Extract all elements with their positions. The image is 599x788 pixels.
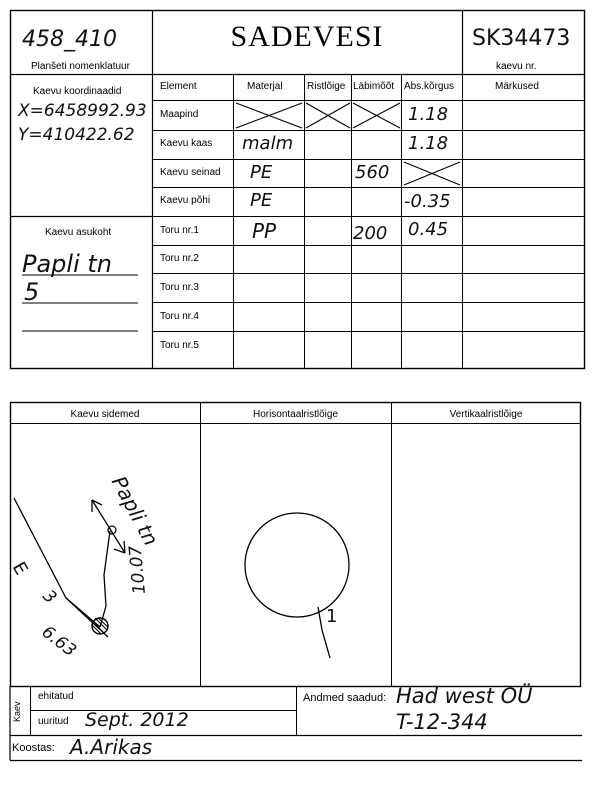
data-source-label: Andmed saadud:	[303, 692, 387, 704]
pipe1-diameter: 200	[353, 223, 388, 244]
pipe1-material: PP	[252, 219, 277, 243]
walls-diameter: 560	[355, 162, 390, 183]
header-abs-height: Abs.kõrgus	[404, 81, 455, 92]
sketch-label-e: E	[7, 558, 32, 579]
row-label: Toru nr.4	[160, 311, 199, 322]
kaev-label: Kaev	[12, 701, 22, 722]
pipe-number: 1	[326, 606, 338, 627]
sketch-side-distance: 6.63	[37, 622, 80, 662]
surveyed-date: Sept. 2012	[85, 709, 189, 731]
row-label: Kaevu seinad	[160, 167, 221, 178]
row-label: Toru nr.3	[160, 282, 199, 293]
lid-material: malm	[242, 133, 294, 154]
location-number: 5	[24, 278, 40, 306]
built-label: ehitatud	[38, 691, 74, 702]
sheet-number: 458_410	[22, 27, 117, 52]
header-cross-section: Ristlõige	[307, 81, 346, 92]
header-diameter: Läbimõõt	[353, 81, 395, 92]
header-material: Materjal	[247, 81, 283, 92]
row-label: Kaevu põhi	[160, 195, 211, 206]
location-street: Papli tn	[22, 250, 112, 278]
coordinate-y: Y=410422.62	[18, 125, 135, 145]
walls-material: PE	[250, 162, 273, 183]
header-element: Element	[160, 81, 197, 92]
well-label: kaevu nr.	[496, 61, 537, 72]
lid-height: 1.18	[408, 133, 449, 154]
row-label: Toru nr.2	[160, 253, 199, 264]
bottom-material: PE	[250, 190, 273, 211]
well-number: SK34473	[472, 26, 571, 51]
sheet-label: Planšeti nomenklatuur	[31, 61, 130, 72]
header-notes: Märkused	[495, 81, 539, 92]
sketch-main-distance: 10.07	[125, 544, 150, 595]
surveyed-label: uuritud	[38, 716, 69, 727]
vertical-section-header: Vertikaalristlõige	[449, 409, 523, 420]
compiled-by: A.Arikas	[70, 735, 153, 759]
ground-height: 1.18	[408, 104, 449, 125]
form-title: SADEVESI	[230, 20, 384, 53]
location-label: Kaevu asukoht	[45, 227, 112, 238]
data-source-company: Had west OÜ	[396, 684, 533, 708]
data-source-code: T-12-344	[396, 710, 488, 734]
bottom-height: -0.35	[404, 191, 451, 212]
horizontal-section-header: Horisontaalristlõige	[252, 409, 339, 420]
row-label: Maapind	[160, 109, 199, 120]
sketch-label-3: 3	[38, 586, 61, 608]
row-label: Toru nr.1	[160, 225, 199, 236]
coordinates-label: Kaevu koordinaadid	[33, 86, 122, 97]
coordinate-x: X=6458992.93	[18, 101, 147, 121]
pipe1-height: 0.45	[408, 219, 449, 240]
sketch-street-label: Papli tn	[106, 472, 164, 550]
row-label: Toru nr.5	[160, 340, 199, 351]
row-label: Kaevu kaas	[160, 138, 213, 149]
compiled-label: Koostas:	[12, 742, 55, 754]
connections-header: Kaevu sidemed	[70, 409, 140, 420]
